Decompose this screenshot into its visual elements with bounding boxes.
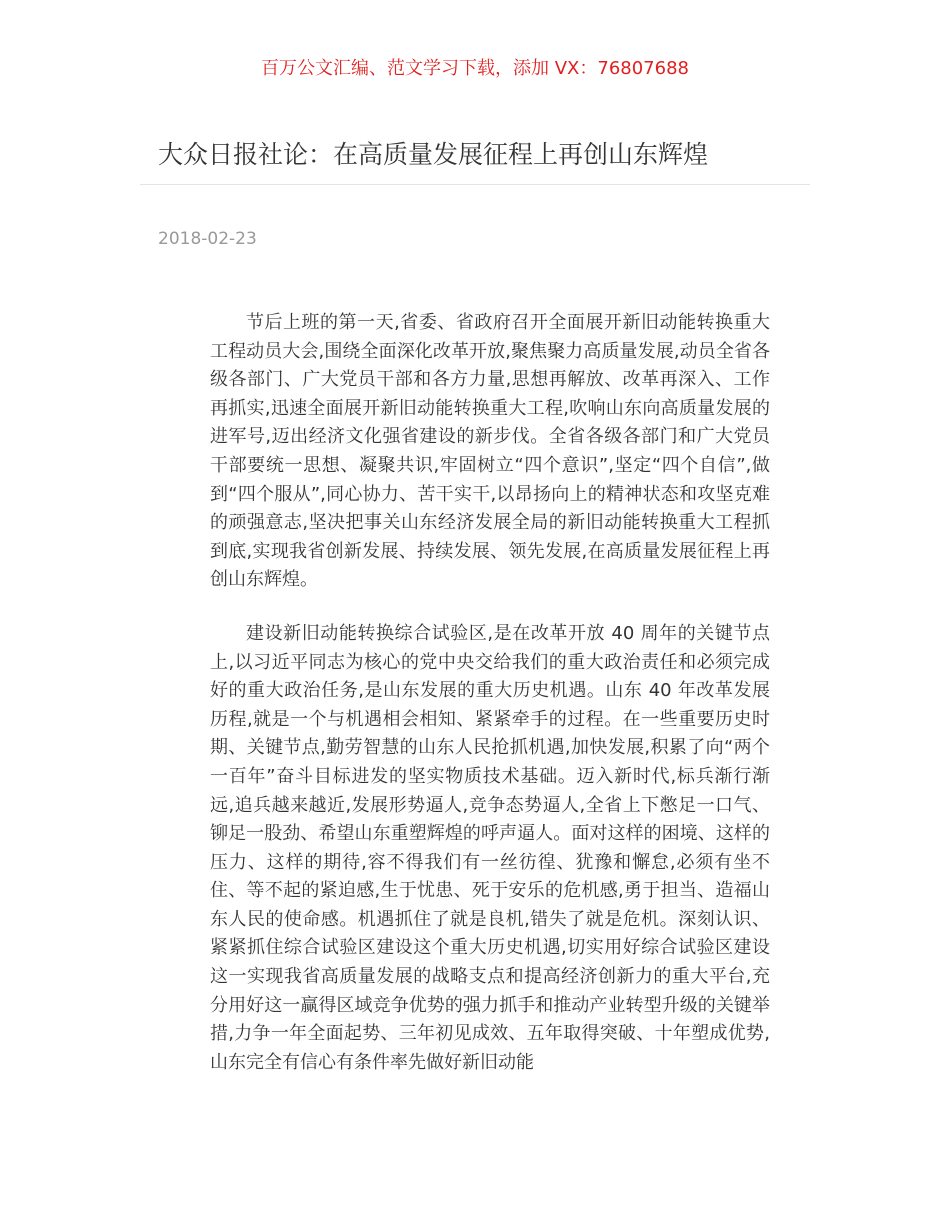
article-date: 2018-02-23 xyxy=(158,229,257,249)
title-divider xyxy=(140,184,810,185)
article-paragraph: 节后上班的第一天,省委、省政府召开全面展开新旧动能转换重大工程动员大会,围绕全面深化改革开放,聚焦聚力高质量发展,动员全省各级各部门、广大党员干部和各方力量,思想再解放、改革再深入、工作再抓实,迅速全面展开新旧动能转换重大工程,吹响山东向高质量发展的进军号,迈出经济文化强省建设的新步伐。全省各级各部门和广大党员干部要统一思想、凝聚共识,牢固树立“四个意识”,坚定“四个自信”,做到“四个服从”,同心协力、苦干实干,以昂扬向上的精神状态和攻坚克难的顽强意志,坚决把事关山东经济发展全局的新旧动能转换重大工程抓到底,实现我省创新发展、持续发展、领先发展,在高质量发展征程上再创山东辉煌。 xyxy=(210,312,770,591)
article-body xyxy=(210,309,770,1102)
article-title: 大众日报社论：在高质量发展征程上再创山东辉煌 xyxy=(158,140,709,169)
promo-banner: 百万公文汇编、范文学习下载，添加 VX：76807688 xyxy=(261,58,689,79)
article-paragraph: 建设新旧动能转换综合试验区,是在改革开放 40 周年的关键节点上,以习近平同志为核心的党中央交给我们的重大政治责任和必须完成好的重大政治任务,是山东发展的重大历史机遇。山东 40 年改革发展历程,就是一个与机遇相会相知、紧紧牵手的过程。在一些重要历史时期、关键节点,勤劳智慧的山东人民抢抓机遇,加快发展,积累了向“两个一百年”奋斗目标进发的坚实物质技术基础。迈入新时代,标兵渐行渐远,追兵越来越近,发展形势逼人,竞争态势逼人,全省上下憋足一口气、铆足一股劲、希望山东重塑辉煌的呼声逼人。面对这样的困境、这样的压力、这样的期待,容不得我们有一丝彷徨、犹豫和懈怠,必须有坐不住、等不起的紧迫感,生于忧患、死于安乐的危机感,勇于担当、造福山东人民的使命感。机遇抓住了就是良机,错失了就是危机。深刻认识、紧紧抓住综合试验区建设这个重大历史机遇,切实用好综合试验区建设这一实现我省高质量发展的战略支点和提高经济创新力的重大平台,充分用好这一赢得区域竞争优势的强力抓手和推动产业转型升级的关键举措,力争一年全面起势、三年初见成效、五年取得突破、十年塑成优势,山东完全有信心有条件率先做好新旧动能 xyxy=(210,622,770,1073)
